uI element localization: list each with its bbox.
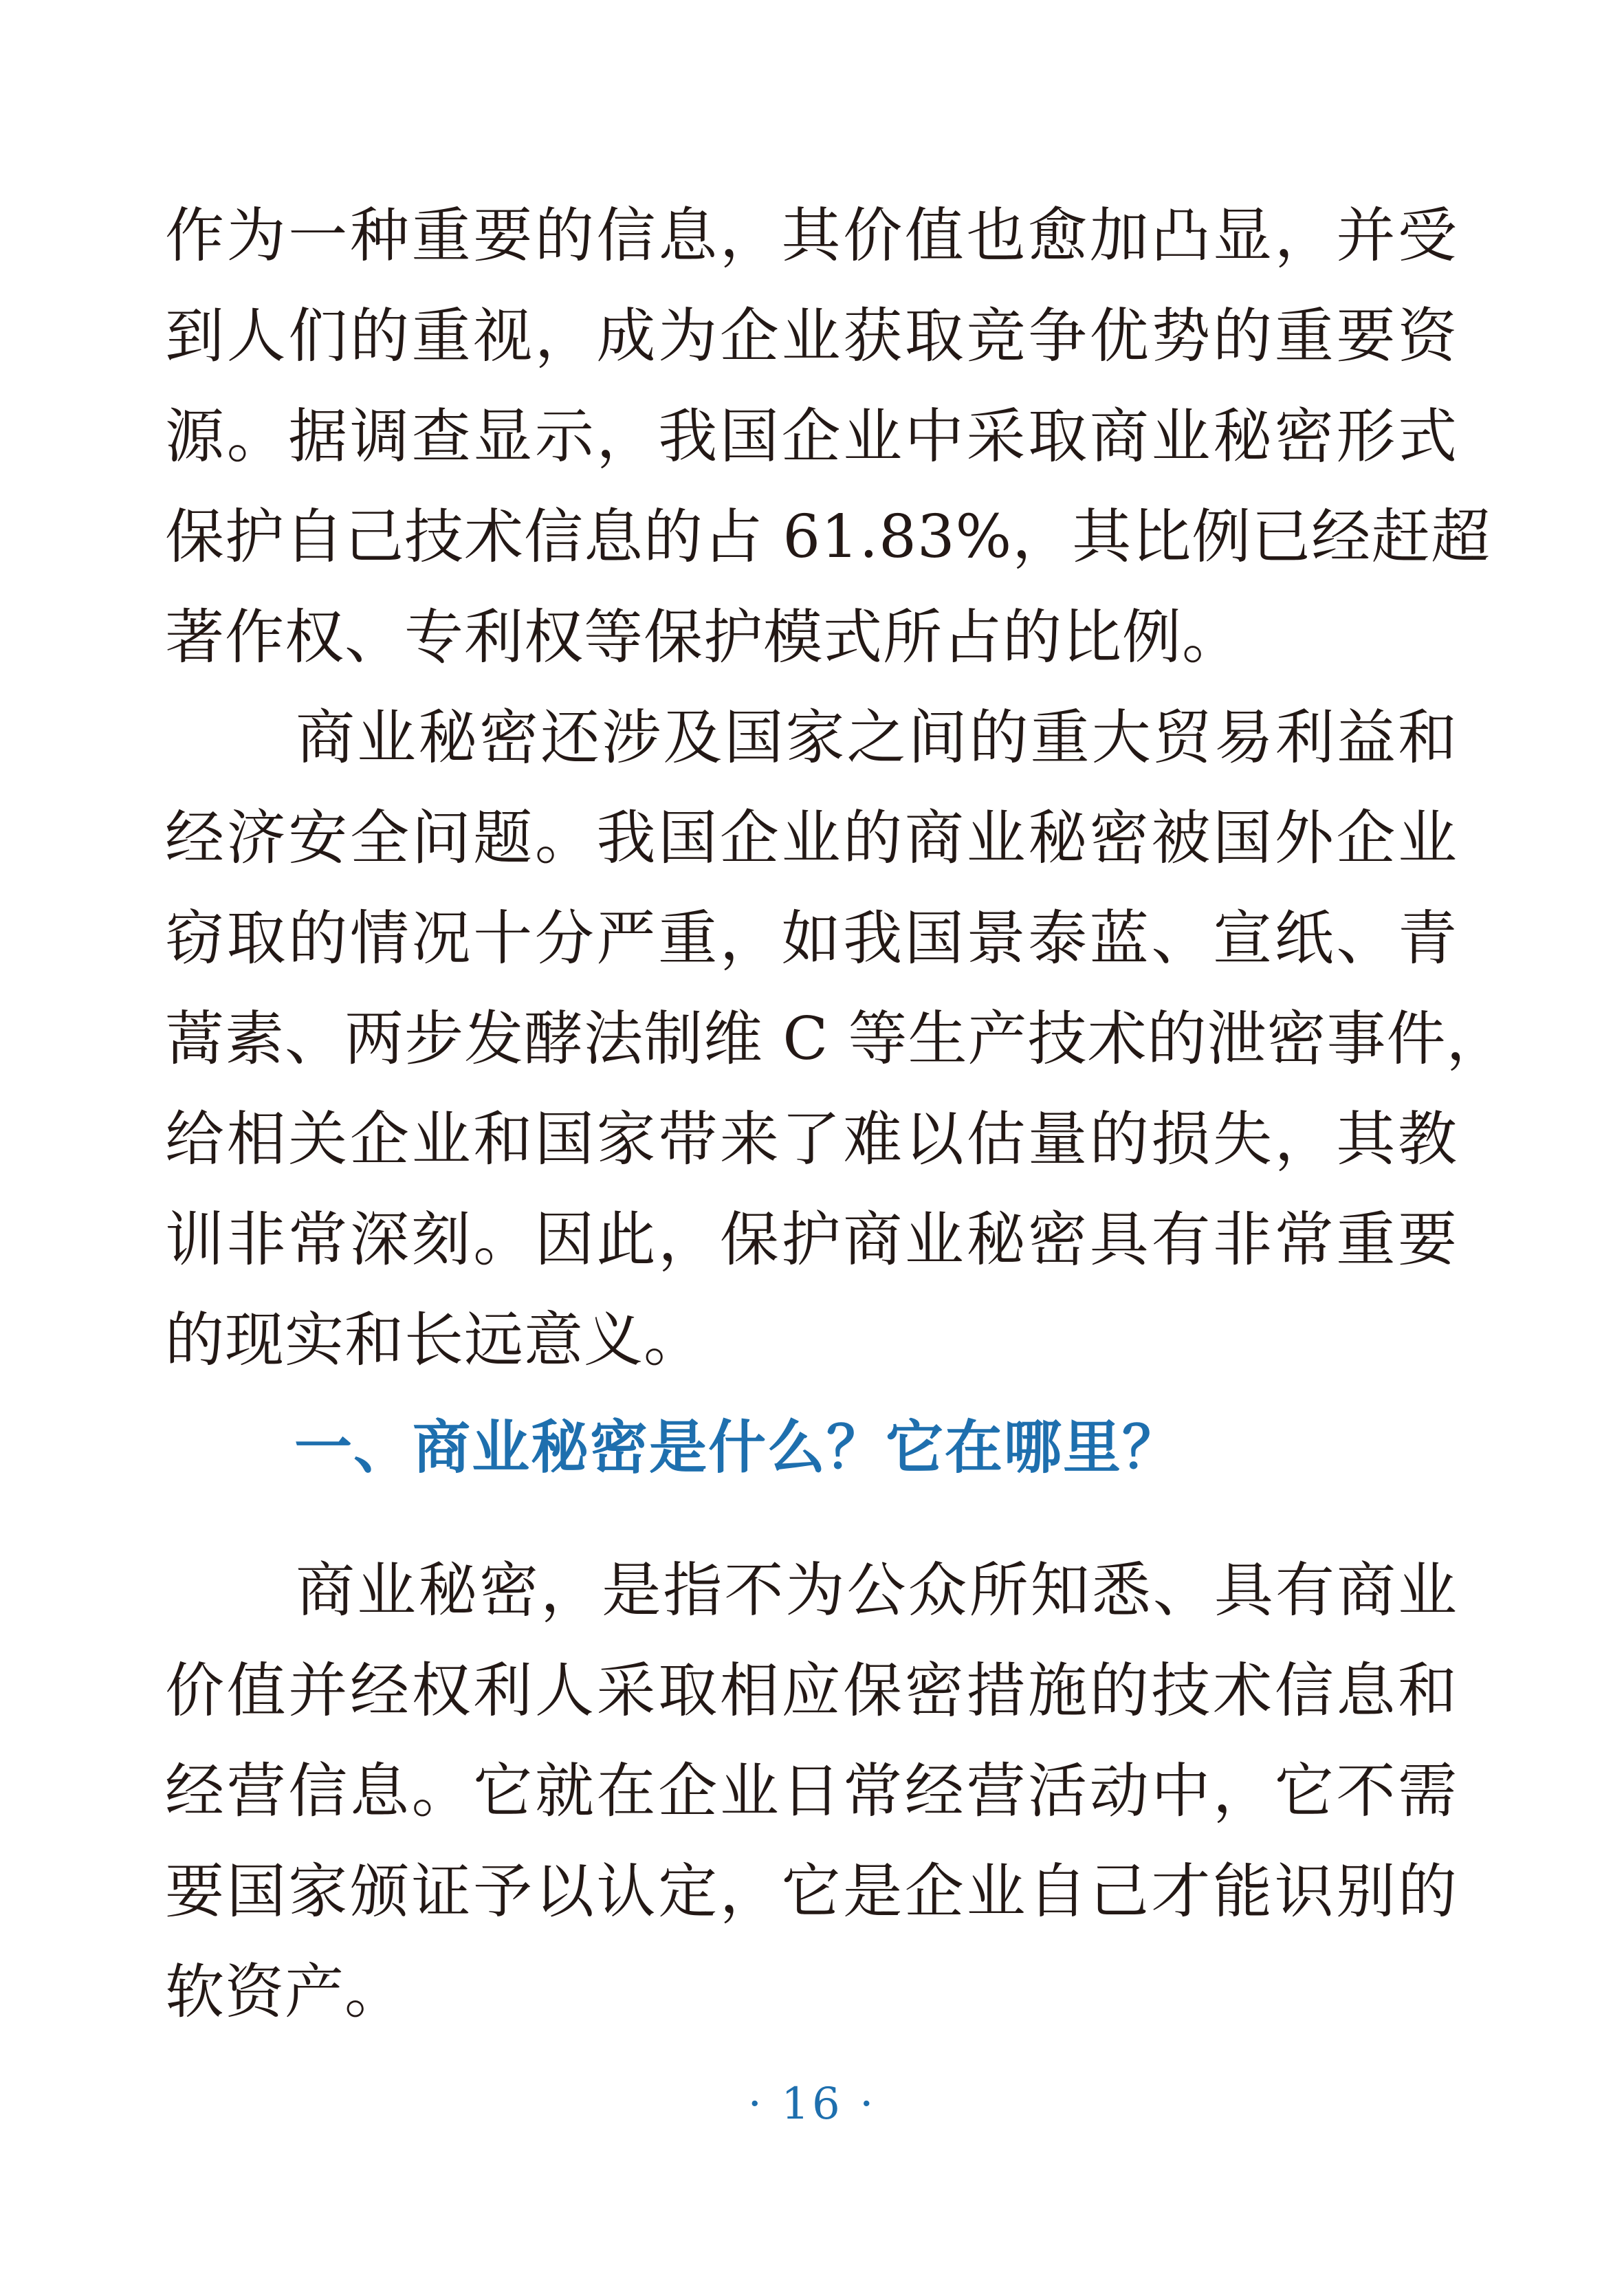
paragraph-line: 到人们的重视，成为企业获取竞争优势的重要资: [165, 302, 1458, 371]
paragraph-line: 软资产。: [165, 1958, 404, 2026]
main-text-block-1: [165, 186, 1506, 1390]
paragraph-line: 源。据调查显示，我国企业中采取商业秘密形式: [165, 402, 1458, 471]
paragraph-line: 作为一种重要的信息，其价值也愈加凸显，并受: [165, 201, 1458, 270]
paragraph-line: 给相关企业和国家带来了难以估量的损失，其教: [165, 1105, 1458, 1174]
paragraph-line: 保护自己技术信息的占 61.83%，其比例已经赶超: [165, 503, 1491, 571]
paragraph-line: 窃取的情况十分严重，如我国景泰蓝、宣纸、青: [165, 904, 1458, 973]
paragraph-line: 著作权、专利权等保护模式所占的比例。: [165, 603, 1242, 672]
paragraph-line: 训非常深刻。因此，保护商业秘密具有非常重要: [165, 1205, 1458, 1274]
paragraph-line: 要国家颁证予以认定，它是企业自己才能识别的: [165, 1857, 1458, 1926]
paragraph-line: 商业秘密，是指不为公众所知悉、具有商业: [296, 1556, 1458, 1625]
paragraph-line: 蒿素、两步发酵法制维 C 等生产技术的泄密事件，: [165, 1005, 1506, 1073]
paragraph-line: 经济安全问题。我国企业的商业秘密被国外企业: [165, 804, 1458, 873]
paragraph-line: 商业秘密还涉及国家之间的重大贸易利益和: [296, 703, 1458, 772]
section-heading: 一、商业秘密是什么？它在哪里？: [294, 1414, 1182, 1481]
paragraph-line: 的现实和长远意义。: [165, 1306, 703, 1375]
page-number: · 16 ·: [747, 2079, 877, 2130]
paragraph-line: 经营信息。它就在企业日常经营活动中，它不需: [165, 1757, 1458, 1826]
paragraph-line: 价值并经权利人采取相应保密措施的技术信息和: [165, 1657, 1458, 1725]
main-text-block-2: [165, 1540, 1458, 2042]
